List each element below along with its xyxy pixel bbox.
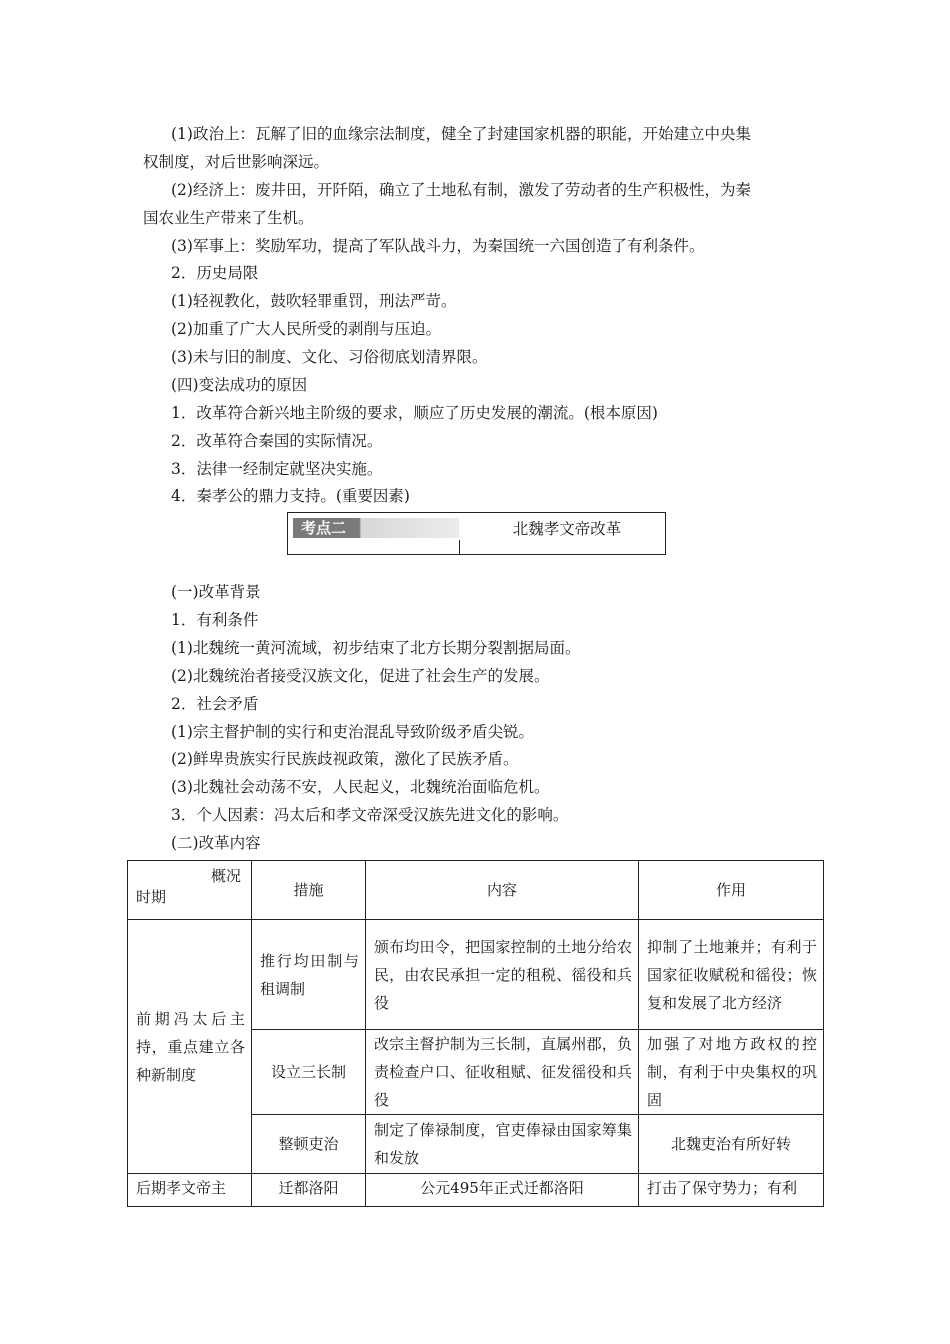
content-cell: 制定了俸禄制度，官吏俸禄由国家筹集和发放	[366, 1115, 639, 1174]
effect-cell: 北魏吏治有所好转	[639, 1115, 824, 1174]
list-item: 4．秦孝公的鼎力支持。(重要因素)	[171, 487, 410, 505]
period-cell-late: 后期孝文帝主	[128, 1174, 252, 1207]
corner-label-period: 时期	[136, 888, 167, 906]
column-header-measure: 措施	[252, 861, 366, 920]
paragraph-economic-cont: 国农业生产带来了生机。	[143, 209, 314, 227]
measure-cell: 整顿吏治	[252, 1115, 366, 1174]
table-row	[128, 920, 824, 1030]
heading-limitations: 2．历史局限	[171, 264, 259, 282]
corner-label-overview: 概况	[210, 867, 241, 885]
column-header-effect: 作用	[639, 861, 824, 920]
reform-table	[127, 860, 824, 1207]
period-cell-early: 前期冯太后主持，重点建立各种新制度	[128, 920, 252, 1174]
table-header-row	[128, 861, 824, 920]
column-header-content: 内容	[366, 861, 639, 920]
list-item: (1)轻视教化，鼓吹轻罪重罚，刑法严苛。	[171, 292, 457, 310]
list-item: (3)北魏社会动荡不安，人民起义，北魏统治面临危机。	[171, 778, 550, 796]
list-item: (1)宗主督护制的实行和吏治混乱导致阶级矛盾尖锐。	[171, 723, 534, 741]
paragraph-military: (3)军事上：奖励军功，提高了军队战斗力，为秦国统一六国创造了有利条件。	[171, 237, 705, 255]
list-item: (2)鲜卑贵族实行民族歧视政策，激化了民族矛盾。	[171, 750, 519, 768]
list-item: (3)未与旧的制度、文化、习俗彻底划清界限。	[171, 348, 488, 366]
effect-cell: 加强了对地方政权的控制，有利于中央集权的巩固	[639, 1030, 824, 1115]
content-cell: 颁布均田令，把国家控制的土地分给农民，由农民承担一定的租税、徭役和兵役	[366, 920, 639, 1030]
content-cell: 改宗主督护制为三长制，直属州郡，负责检查户口、征收租赋、征发徭役和兵役	[366, 1030, 639, 1115]
list-item: (2)加重了广大人民所受的剥削与压迫。	[171, 320, 441, 338]
list-item: (1)北魏统一黄河流域，初步结束了北方长期分裂割据局面。	[171, 639, 581, 657]
paragraph-political-cont: 权制度，对后世影响深远。	[143, 153, 330, 171]
list-item: 1．改革符合新兴地主阶级的要求，顺应了历史发展的潮流。(根本原因)	[171, 404, 658, 422]
table-row	[128, 1174, 824, 1207]
section-tag-label: 考点二	[301, 519, 347, 537]
table-corner-cell	[128, 861, 252, 920]
heading-reform-content: (二)改革内容	[171, 834, 261, 852]
measure-cell: 迁都洛阳	[252, 1174, 366, 1207]
list-item: 3．个人因素：冯太后和孝文帝深受汉族先进文化的影响。	[171, 806, 569, 824]
section-tag	[293, 518, 459, 538]
heading-background: (一)改革背景	[171, 583, 261, 601]
heading-contradictions: 2．社会矛盾	[171, 695, 259, 713]
content-cell: 公元495年正式迁都洛阳	[366, 1174, 639, 1207]
list-item: 3．法律一经制定就坚决实施。	[171, 460, 383, 478]
paragraph-economic: (2)经济上：废井田，开阡陌，确立了土地私有制，激发了劳动者的生产积极性，为秦	[171, 181, 751, 199]
effect-cell: 抑制了土地兼并；有利于国家征收赋税和徭役；恢复和发展了北方经济	[639, 920, 824, 1030]
badge-divider	[459, 540, 460, 555]
heading-success-reasons: (四)变法成功的原因	[171, 376, 308, 394]
list-item: (2)北魏统治者接受汉族文化，促进了社会生产的发展。	[171, 667, 550, 685]
heading-favorable: 1．有利条件	[171, 611, 259, 629]
section-badge	[287, 512, 666, 555]
effect-cell: 打击了保守势力；有利	[639, 1174, 824, 1207]
measure-cell: 设立三长制	[252, 1030, 366, 1115]
section-title: 北魏孝文帝改革	[512, 520, 622, 538]
list-item: 2．改革符合秦国的实际情况。	[171, 432, 383, 450]
paragraph-political: (1)政治上：瓦解了旧的血缘宗法制度，健全了封建国家机器的职能，开始建立中央集	[171, 125, 751, 143]
measure-cell: 推行均田制与租调制	[252, 920, 366, 1030]
